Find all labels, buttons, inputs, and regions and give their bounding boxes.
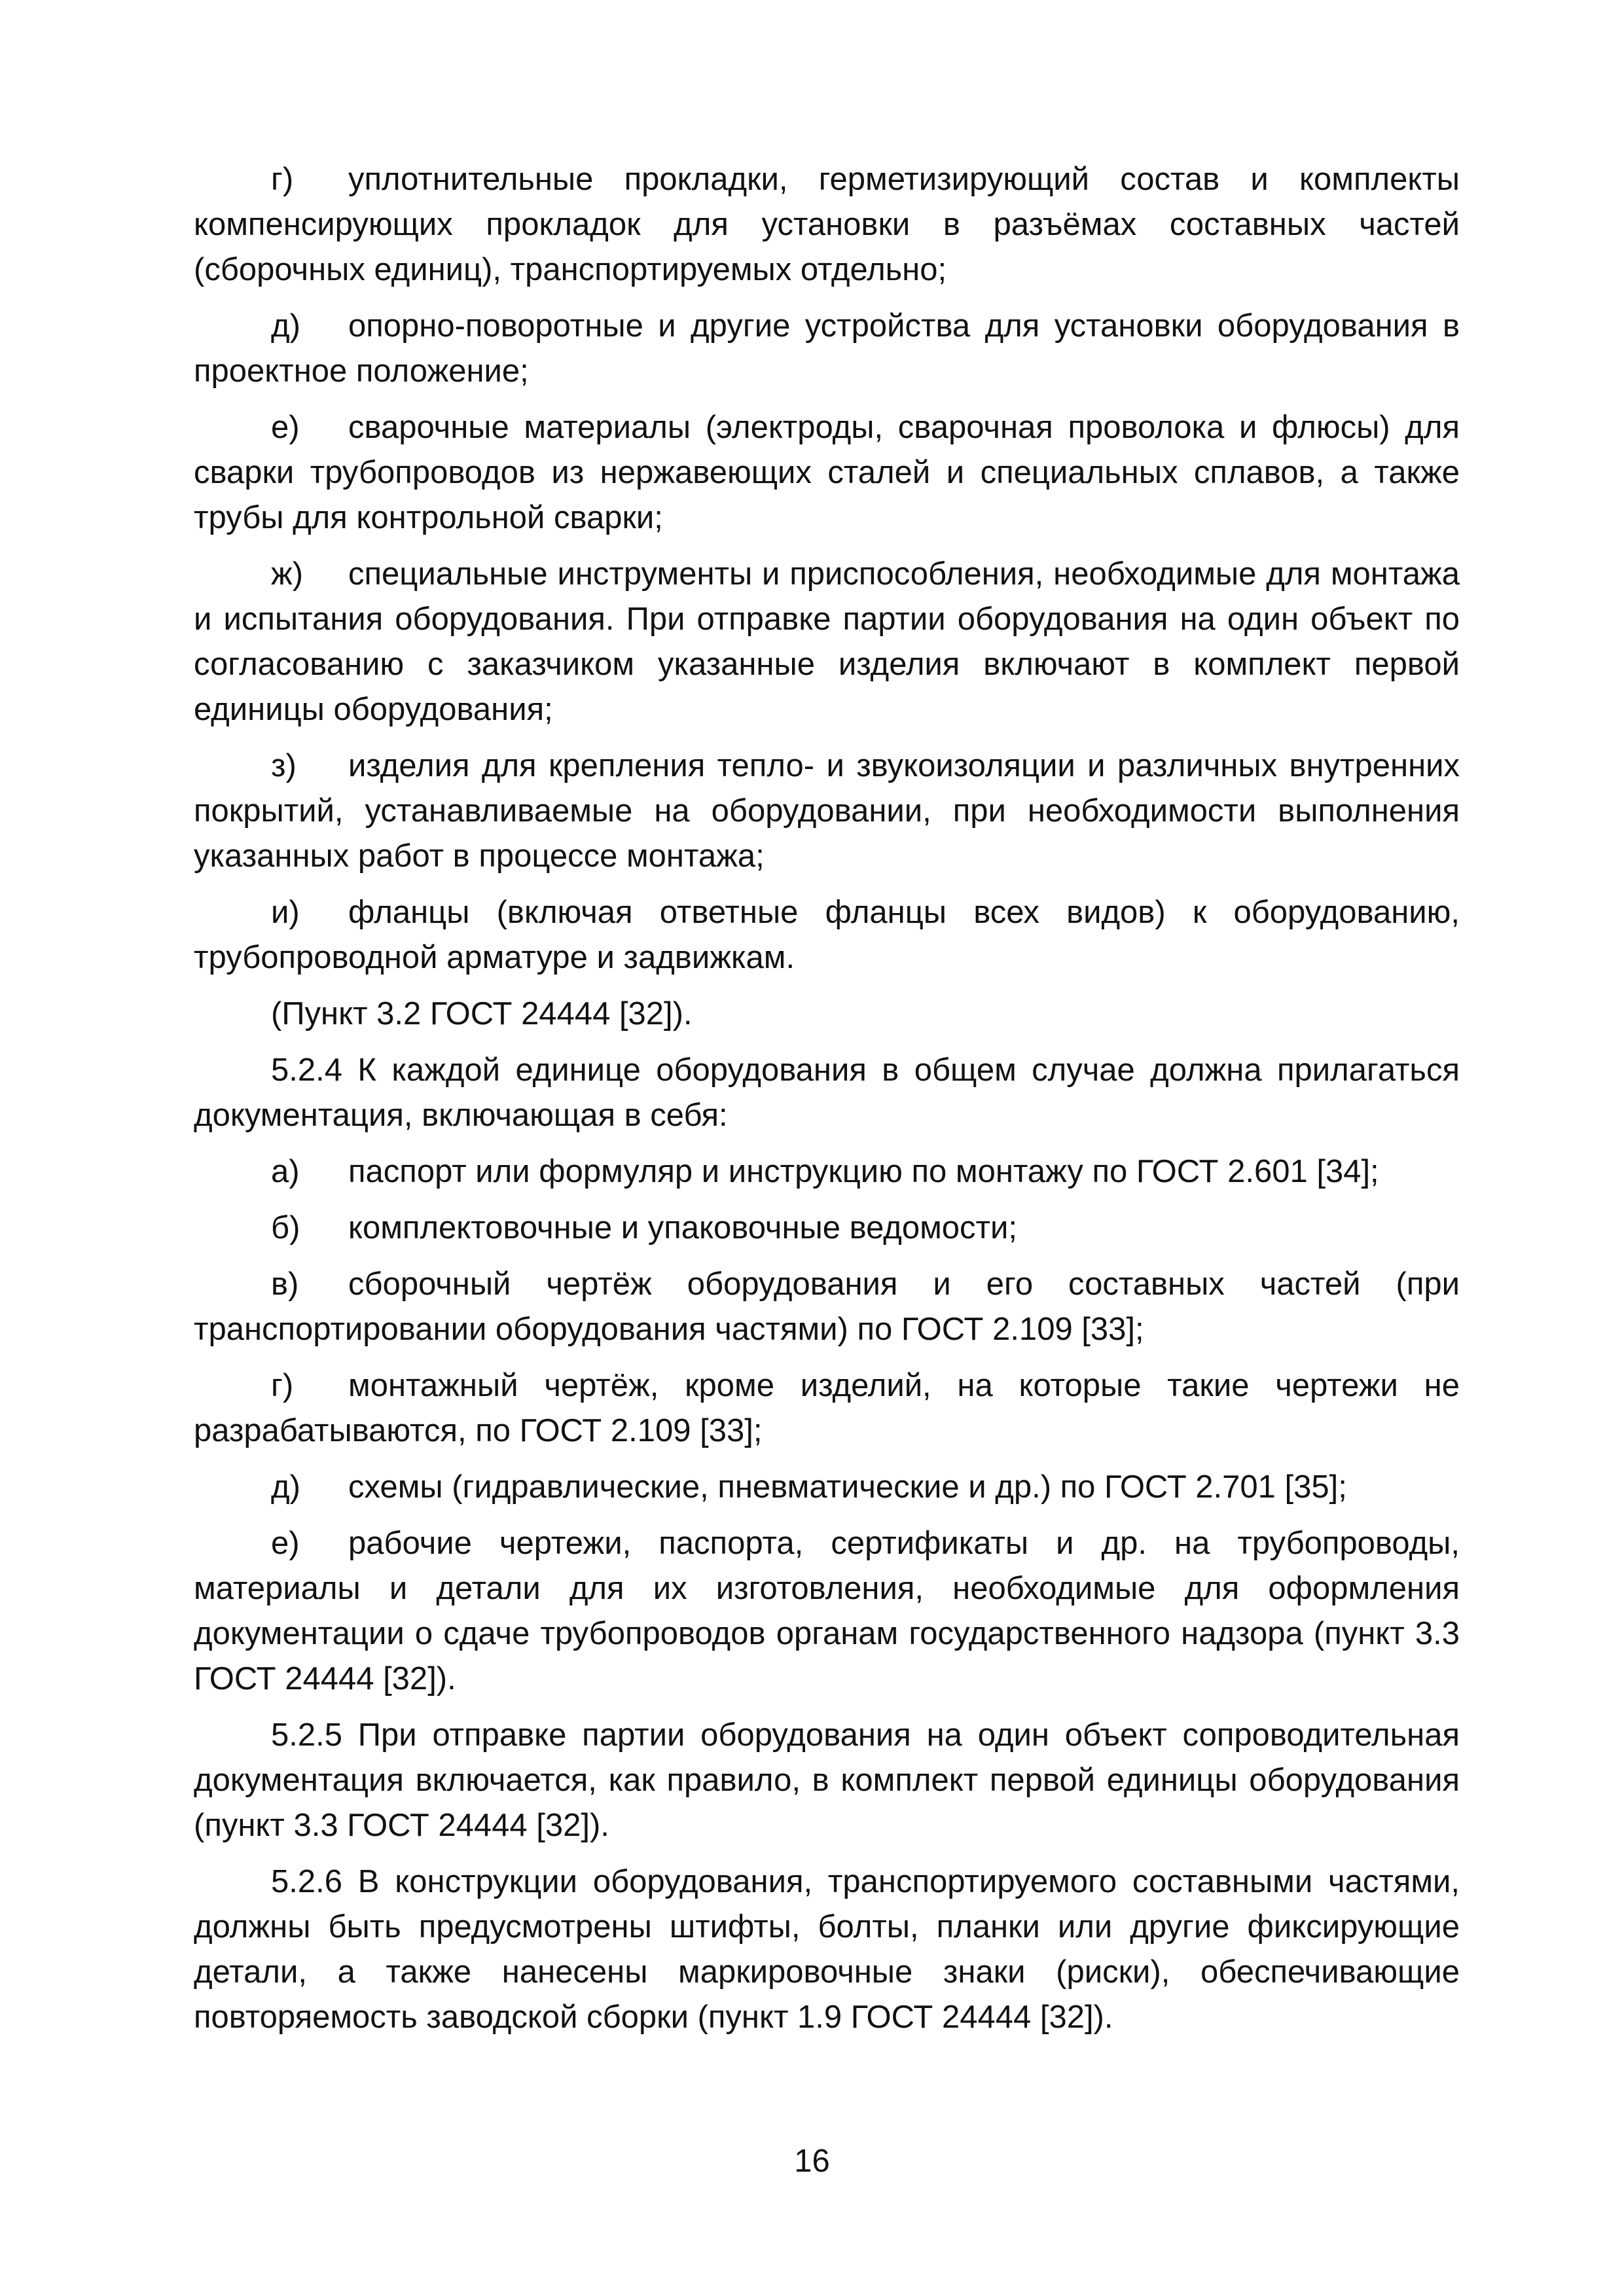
paragraph-text: сборочный чертёж оборудования и его составных частей (при транспортировании оборудования частями) по ГОСТ 2.109 [33];	[194, 1266, 1460, 1347]
list-marker: д)	[271, 308, 300, 344]
list-item-e-working-drawings	[194, 1521, 1460, 1702]
clause-5-2-6	[194, 1859, 1460, 2040]
list-item-d-schemes	[194, 1465, 1460, 1510]
paragraph-text: рабочие чертежи, паспорта, сертификаты и др. на трубопроводы, материалы и детали для их изготовления, необходимые для оформления документации о сдаче трубопроводов органам государственного надзора (пункт 3.3 ГОСТ 24444 [32]).	[194, 1526, 1460, 1696]
list-marker: г)	[271, 1368, 294, 1403]
list-item-d-supports	[194, 304, 1460, 394]
document-body	[194, 157, 1460, 2040]
list-item-zh-tools	[194, 552, 1460, 732]
list-marker: д)	[271, 1469, 300, 1505]
reference-note	[194, 992, 1460, 1037]
clause-5-2-4	[194, 1048, 1460, 1138]
paragraph-text: специальные инструменты и приспособления, необходимые для монтажа и испытания оборудования. При отправке партии оборудования на один объект по согласованию с заказчиком указанные изделия включают в комплект первой единицы оборудования;	[194, 556, 1460, 727]
list-item-b-statements	[194, 1206, 1460, 1251]
list-marker: в)	[271, 1266, 299, 1302]
paragraph-text: 5.2.4 К каждой единице оборудования в общем случае должна прилагаться документация, включающая в себя:	[194, 1052, 1460, 1133]
paragraph-text: монтажный чертёж, кроме изделий, на которые такие чертежи не разрабатываются, по ГОСТ 2.109 [33];	[194, 1368, 1460, 1448]
list-item-i-flanges	[194, 890, 1460, 980]
paragraph-text: (Пункт 3.2 ГОСТ 24444 [32]).	[271, 996, 693, 1031]
paragraph-text: уплотнительные прокладки, герметизирующий состав и комплекты компенсирующих прокладок для установки в разъёмах составных частей (сборочных единиц), транспортируемых отдельно;	[194, 162, 1460, 287]
list-marker: е)	[271, 1526, 300, 1561]
page-number: 16	[794, 2144, 830, 2179]
list-marker: з)	[271, 748, 297, 783]
paragraph-text: паспорт или формуляр и инструкцию по монтажу по ГОСТ 2.601 [34];	[348, 1154, 1379, 1189]
paragraph-text: схемы (гидравлические, пневматические и др.) по ГОСТ 2.701 [35];	[348, 1469, 1347, 1505]
paragraph-text: комплектовочные и упаковочные ведомости;	[348, 1210, 1017, 1246]
paragraph-text: фланцы (включая ответные фланцы всех видов) к оборудованию, трубопроводной арматуре и задвижкам.	[194, 895, 1460, 975]
paragraph-text: изделия для крепления тепло- и звукоизоляции и различных внутренних покрытий, устанавливаемые на оборудовании, при необходимости выполнения указанных работ в процессе монтажа;	[194, 748, 1460, 874]
list-marker: ж)	[271, 556, 304, 592]
paragraph-text: сварочные материалы (электроды, сварочная проволока и флюсы) для сварки трубопроводов из нержавеющих сталей и специальных сплавов, а также трубы для контрольной сварки;	[194, 410, 1460, 535]
list-marker: б)	[271, 1210, 300, 1246]
paragraph-text: 5.2.5 При отправке партии оборудования на один объект сопроводительная документация включается, как правило, в комплект первой единицы оборудования (пункт 3.3 ГОСТ 24444 [32]).	[194, 1717, 1460, 1843]
list-item-z-insulation	[194, 744, 1460, 879]
list-marker: а)	[271, 1154, 300, 1189]
list-marker: и)	[271, 895, 300, 930]
paragraph-text: опорно-поворотные и другие устройства для установки оборудования в проектное положение;	[194, 308, 1460, 389]
list-marker: г)	[271, 162, 294, 197]
paragraph-text: 5.2.6 В конструкции оборудования, транспортируемого составными частями, должны быть предусмотрены штифты, болты, планки или другие фиксирующие детали, а также нанесены маркировочные знаки (риски), обеспечивающие повторяемость заводской сборки (пункт 1.9 ГОСТ 24444 [32]).	[194, 1864, 1460, 2035]
list-item-e-welding	[194, 405, 1460, 541]
list-item-a-passport	[194, 1149, 1460, 1194]
list-item-v-assembly-drawing	[194, 1262, 1460, 1352]
list-marker: е)	[271, 410, 300, 445]
clause-5-2-5	[194, 1713, 1460, 1848]
list-item-g-installation-drawing	[194, 1363, 1460, 1454]
list-item-g-seals	[194, 157, 1460, 293]
